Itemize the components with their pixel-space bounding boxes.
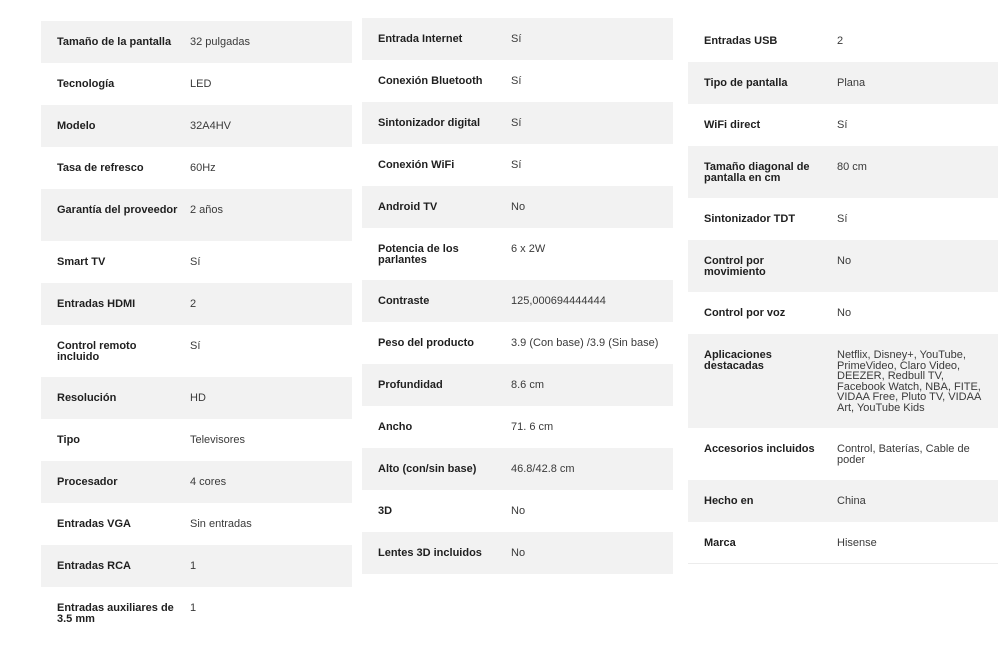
spec-value: 1 bbox=[190, 560, 197, 572]
spec-label: Aplicaciones destacadas bbox=[704, 349, 772, 372]
spec-value: 32A4HV bbox=[190, 120, 231, 132]
spec-label: Potencia de los parlantes bbox=[378, 243, 459, 266]
spec-row-bluetooth bbox=[362, 60, 673, 102]
spec-row-motion-control bbox=[688, 240, 998, 292]
spec-label: Sintonizador TDT bbox=[704, 213, 796, 225]
spec-value: 32 pulgadas bbox=[190, 36, 250, 48]
spec-label: Tasa de refresco bbox=[57, 162, 144, 174]
spec-row-screen-size bbox=[41, 21, 352, 63]
spec-value: Sí bbox=[511, 159, 522, 171]
spec-value: 2 bbox=[837, 35, 844, 47]
spec-label: Entradas HDMI bbox=[57, 298, 136, 310]
spec-row-made-in bbox=[688, 480, 998, 522]
spec-label: Garantía del proveedor bbox=[57, 204, 178, 216]
spec-row-voice-control bbox=[688, 292, 998, 334]
spec-value: Sí bbox=[190, 256, 201, 268]
spec-value: LED bbox=[190, 78, 212, 90]
spec-label: Android TV bbox=[378, 201, 438, 213]
spec-column-3 bbox=[688, 20, 998, 564]
spec-row-aux bbox=[41, 587, 352, 639]
spec-label: Resolución bbox=[57, 392, 117, 404]
spec-row-rca bbox=[41, 545, 352, 587]
spec-value: 2 años bbox=[190, 204, 224, 216]
spec-row-tdt bbox=[688, 198, 998, 240]
spec-label: Modelo bbox=[57, 120, 96, 132]
spec-row-contrast bbox=[362, 280, 673, 322]
spec-row-refresh-rate bbox=[41, 147, 352, 189]
spec-value: Netflix, Disney+, YouTube, PrimeVideo, Claro Video, DEEZER, Redbull TV, Facebook Watch, NBA, FITE, VIDAA Free, Pluto TV, VIDAA Art, YouTube Kids bbox=[837, 349, 981, 414]
spec-row-usb bbox=[688, 20, 998, 62]
spec-value: 3.9 (Con base) /3.9 (Sin base) bbox=[511, 337, 659, 349]
spec-value: China bbox=[837, 495, 866, 507]
spec-label: Procesador bbox=[57, 476, 118, 488]
spec-value: Sí bbox=[511, 75, 522, 87]
spec-label: Tamaño diagonal de pantalla en cm bbox=[704, 161, 810, 184]
spec-label: Lentes 3D incluidos bbox=[378, 547, 482, 559]
spec-row-technology bbox=[41, 63, 352, 105]
spec-row-wifi-direct bbox=[688, 104, 998, 146]
spec-column-1 bbox=[41, 21, 352, 639]
spec-row-type bbox=[41, 419, 352, 461]
spec-value: Sí bbox=[190, 340, 201, 352]
spec-value: 80 cm bbox=[837, 161, 867, 173]
spec-value: No bbox=[511, 547, 526, 559]
spec-label: Accesorios incluidos bbox=[704, 443, 815, 455]
spec-row-internet bbox=[362, 18, 673, 60]
spec-label: Entrada Internet bbox=[378, 33, 463, 45]
spec-row-height bbox=[362, 448, 673, 490]
spec-label: Smart TV bbox=[57, 256, 106, 268]
spec-label: Hecho en bbox=[704, 495, 754, 507]
spec-column-2 bbox=[362, 18, 673, 574]
spec-row-vga bbox=[41, 503, 352, 545]
spec-label: 3D bbox=[378, 505, 393, 517]
spec-value: Hisense bbox=[837, 537, 877, 549]
spec-value: 1 bbox=[190, 602, 197, 614]
spec-label: Conexión WiFi bbox=[378, 159, 455, 171]
spec-value: 4 cores bbox=[190, 476, 227, 488]
spec-label: Entradas VGA bbox=[57, 518, 131, 530]
spec-value: Sin entradas bbox=[190, 518, 252, 530]
spec-value: 2 bbox=[190, 298, 197, 310]
spec-label: Entradas auxiliares de 3.5 mm bbox=[57, 602, 174, 625]
spec-row-3d-glasses bbox=[362, 532, 673, 574]
spec-value: Televisores bbox=[190, 434, 246, 446]
spec-row-smart-tv bbox=[41, 241, 352, 283]
spec-value: No bbox=[511, 505, 526, 517]
spec-label: Control remoto incluido bbox=[57, 340, 137, 363]
spec-row-diagonal bbox=[688, 146, 998, 198]
spec-label: Profundidad bbox=[378, 379, 443, 391]
spec-value: Sí bbox=[837, 119, 848, 131]
spec-row-screen-type bbox=[688, 62, 998, 104]
spec-label: Conexión Bluetooth bbox=[378, 75, 483, 87]
spec-value: Sí bbox=[837, 213, 848, 225]
spec-row-accessories bbox=[688, 428, 998, 480]
spec-row-android-tv bbox=[362, 186, 673, 228]
spec-value: Control, Baterías, Cable de poder bbox=[837, 443, 970, 466]
spec-row-brand bbox=[688, 522, 998, 564]
spec-row-remote bbox=[41, 325, 352, 377]
spec-value: No bbox=[837, 307, 852, 319]
spec-label: Control por voz bbox=[704, 307, 786, 319]
spec-value: 8.6 cm bbox=[511, 379, 545, 391]
spec-value: No bbox=[837, 255, 852, 267]
spec-row-wifi bbox=[362, 144, 673, 186]
spec-row-speakers bbox=[362, 228, 673, 280]
spec-row-apps bbox=[688, 334, 998, 428]
spec-row-width bbox=[362, 406, 673, 448]
spec-label: Contraste bbox=[378, 295, 430, 307]
spec-value: Plana bbox=[837, 77, 866, 89]
spec-row-resolution bbox=[41, 377, 352, 419]
spec-label: Tipo bbox=[57, 434, 81, 446]
spec-row-3d bbox=[362, 490, 673, 532]
spec-value: Sí bbox=[511, 117, 522, 129]
spec-row-hdmi bbox=[41, 283, 352, 325]
spec-row-warranty bbox=[41, 189, 352, 241]
spec-row-weight bbox=[362, 322, 673, 364]
spec-label: Tipo de pantalla bbox=[704, 77, 788, 89]
spec-row-model bbox=[41, 105, 352, 147]
spec-label: Control por movimiento bbox=[704, 255, 766, 278]
spec-value: No bbox=[511, 201, 526, 213]
spec-label: Marca bbox=[704, 537, 736, 549]
spec-label: Ancho bbox=[378, 421, 413, 433]
spec-value: 6 x 2W bbox=[511, 243, 546, 255]
spec-label: Entradas USB bbox=[704, 35, 778, 47]
spec-label: Entradas RCA bbox=[57, 560, 131, 572]
spec-value: HD bbox=[190, 392, 206, 404]
spec-label: WiFi direct bbox=[704, 119, 761, 131]
spec-value: 46.8/42.8 cm bbox=[511, 463, 575, 475]
spec-label: Sintonizador digital bbox=[378, 117, 481, 129]
spec-label: Peso del producto bbox=[378, 337, 474, 349]
spec-label: Tecnología bbox=[57, 78, 115, 90]
spec-row-processor bbox=[41, 461, 352, 503]
spec-label: Alto (con/sin base) bbox=[378, 463, 477, 475]
spec-value: 71. 6 cm bbox=[511, 421, 554, 433]
spec-value: 60Hz bbox=[190, 162, 216, 174]
spec-value: 125,000694444444 bbox=[511, 295, 606, 307]
spec-value: Sí bbox=[511, 33, 522, 45]
spec-row-depth bbox=[362, 364, 673, 406]
spec-row-digital-tuner bbox=[362, 102, 673, 144]
spec-label: Tamaño de la pantalla bbox=[57, 36, 172, 48]
